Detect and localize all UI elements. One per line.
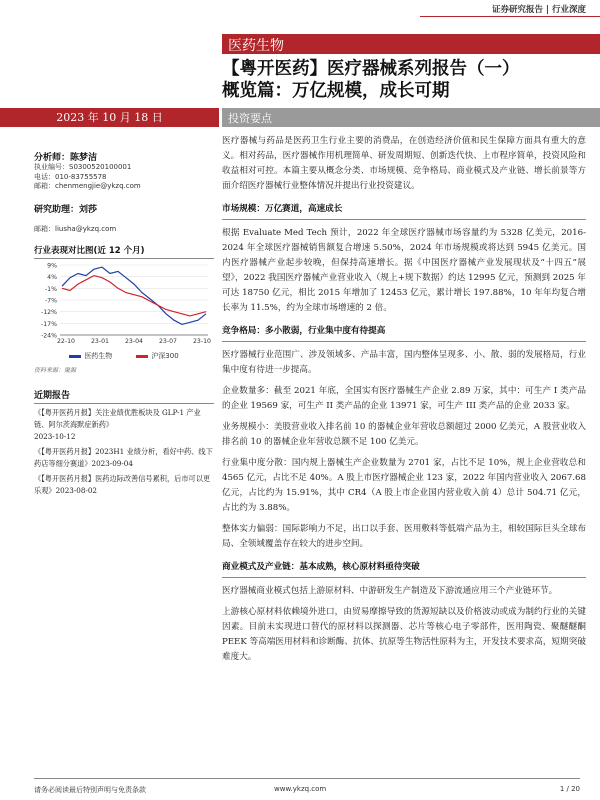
competition-paragraph-1: 医疗器械行业范围广、涉及领域多、产品丰富，国内整体呈现多、小、散、弱的发展格局，行业集中度有待进一步提高。 [222,350,586,375]
y-tick-label: -7% [44,297,57,305]
competition-paragraph-2: 企业数量多：截至 2021 年底，全国实有医疗器械生产企业 2.89 万家，其中：可生产 I 类产品的企业 19569 家，可生产 II 类产品的企业 13971 家，可生产 III 类产品的企业 2033 家。 [222,386,586,411]
chart-title: 行业表现对比图(近 12 个月) [34,244,214,259]
business-model-heading: 商业模式及产业链：基本成熟，核心原材料亟待突破 [222,560,586,578]
analyst-email[interactable]: 邮箱：chenmengjie@ykzq.com [34,182,141,190]
date-band [0,108,219,127]
x-tick-label: 22-10 [57,338,75,345]
section-band [222,34,600,54]
page-footer [34,778,580,796]
analyst-license: 执业编号：S0300520100001 [34,163,132,171]
recent-report-2[interactable]: 《【粤开医药月报】2023H1 业绩分析，看好中药、线下药店等细分赛道》2023-09-04 [34,447,213,468]
header-rule [420,16,600,17]
intro-paragraph: 医疗器械与药品是医药卫生行业主要的消费品，在创造经济价值和民生保障方面具有重大的意义。相对药品，医疗器械作用机理简单、研发周期短、创新迭代快、上市程序简单，投资风险和收益相对可控。本篇主要从概念分类、市场规模、竞争格局、商业模式及产业链、增长前景等方面介绍医疗器械行业整体情况并提出行业投资建议。 [222,136,586,191]
report-type: 证券研究报告 | 行业深度 [491,5,586,15]
business-model-paragraph-2: 上游核心原材料依赖境外进口，由贸易摩擦导致的货源短缺以及价格波动或成为制约行业的关键因素。目前未实现进口替代的原材料以探测器、芯片等核心电子零部件，医用陶瓷、聚醚醚酮 PEEK 等高端医用材料和诊断酶、抗体、抗原等生物活性原料为主，开发技术要求高，短期突破难度大。 [222,607,586,662]
title-line-1: 【粤开医药】医疗器械系列报告（一） [222,59,520,79]
series-line-0 [62,267,206,324]
footer-website[interactable]: www.ykzq.com [274,785,327,793]
recent-reports-heading: 近期报告 [34,388,214,404]
y-tick-label: -17% [41,320,57,328]
summary-label: 投资要点 [228,112,272,125]
competition-paragraph-5: 整体实力偏弱：国际影响力不足，出口以手套、医用敷料等低端产品为主，相较国际巨头全球布局、全领域覆盖存在较大的进步空间。 [222,524,586,549]
chart-source: 资料来源：聚源 [34,367,77,374]
summary-band [222,108,600,127]
section-label: 医药生物 [228,38,284,54]
y-tick-label: -1% [44,285,57,293]
analyst-phone: 电话：010-83755578 [34,172,107,181]
competition-heading: 竞争格局：多小散弱，行业集中度有待提高 [222,324,586,342]
footer-page-number: 1 / 20 [559,785,580,793]
recent-report-1[interactable]: 《【粤开医药月报】关注业绩优胜板块及 GLP-1 产业链、阿尔茨海默症新药》 [34,408,201,429]
market-size-paragraph: 根据 Evaluate Med Tech 预计，2022 年全球医疗器械市场容量约为 5328 亿美元，2016-2024 年全球医疗器械销售额复合增速 5.50%，2024 年市场规模或将达到 5945 亿美元。国内医疗器械产业起步较晚，但保持高速增长。据《中国医疗器械产业发展现状及“十四五”展望》，2022 我国医疗器械产业营业收入（规上+规下数据）约达 12995 亿元，预测到 2025 年可达 18750 亿元，相比 2015 年增加了 12453 亿元，累计增长 197.88%，10 年年均复合增长率为 11.5%，约为全球市场增速的 2 倍。 [222,228,586,313]
competition-paragraph-4: 行业集中度分散：国内规上器械生产企业数量为 2701 家，占比不足 10%，规上企业营收总和 4565 亿元，占比不足 40%。A 股上市医疗器械企业 123 家，2022 年国内营业收入 2067.68 亿元，占比约为 15.91%，其中 CR4（A 股上市企业国内营业收入前 4）总计 504.71 亿元，占比约为 3.88%。 [222,458,586,513]
y-tick-label: 9% [47,262,57,270]
analyst-heading: 分析师：陈梦洁 [34,153,98,163]
y-tick-label: -24% [41,332,57,340]
legend-item-hs300 [136,351,178,361]
legend-label-pharma: 医药生物 [84,352,113,360]
report-title [222,58,592,102]
legend-label-hs300: 沪深300 [151,352,179,360]
x-tick-label: 23-07 [159,338,177,345]
left-sidebar [34,150,214,497]
y-tick-label: -12% [41,309,57,317]
footer-disclaimer: 请务必阅读最后特别声明与免责条款 [34,786,146,794]
x-tick-label: 23-01 [91,338,109,345]
recent-report-3[interactable]: 《【粤开医药月报】医药边际改善信号累积，后市可以更乐观》2023-08-02 [34,474,211,495]
x-tick-label: 23-10 [193,338,211,345]
chart-legend [34,351,214,361]
business-model-paragraph-1: 医疗器械商业模式包括上游原材料、中游研发生产制造及下游流通应用三个产业链环节。 [222,586,558,596]
competition-paragraph-3: 业务规模小：美股营业收入排名前 10 的器械企业年营收总额超过 2000 亿美元，A 股营业收入排名前 10 的器械企业年营收总额不足 100 亿美元。 [222,422,586,447]
chart-svg [34,259,214,351]
title-line-2: 概览篇：万亿规模，成长可期 [222,81,450,101]
performance-chart [34,259,214,351]
main-content [222,134,586,671]
assistant-heading: 研究助理：刘莎 [34,204,98,215]
y-tick-label: 4% [47,274,57,282]
x-tick-label: 23-04 [125,338,143,345]
legend-swatch-pharma [69,355,81,358]
legend-swatch-hs300 [136,355,148,358]
series-line-1 [62,276,206,316]
legend-item-pharma [69,351,112,361]
assistant-email[interactable]: 邮箱：liusha@ykzq.com [34,224,117,233]
market-size-heading: 市场规模：万亿赛道，高速成长 [222,202,586,220]
recent-report-1-date: 2023-10-12 [34,432,76,441]
report-date: 2023 年 10 月 18 日 [56,111,163,124]
top-bar [0,0,600,18]
